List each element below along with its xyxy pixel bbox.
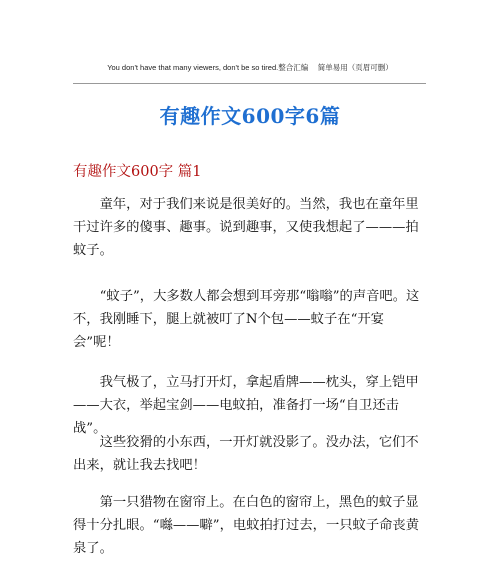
- paragraph-4: [73, 431, 429, 477]
- paragraph-5: [73, 491, 429, 560]
- paragraph-1: [73, 193, 429, 262]
- page-header: You don't have that many viewers, don't be so tired.整合汇编 简单易用（页眉可删）: [107, 63, 393, 72]
- paragraph-text: 这些狡猾的小东西，一开灯就没影了。没办法，它们不出来，就让我去找吧！: [73, 435, 419, 473]
- paragraph-text: 第一只猎物在窗帘上。在白色的窗帘上，黑色的蚊子显得十分扎眼。“噝——噼”，电蚊拍打过去，一只蚊子命丧黄泉了。: [73, 495, 420, 556]
- section-heading: 有趣作文600字 篇1: [73, 164, 202, 180]
- paragraph-text: “蚊子”，大多数人都会想到耳旁那“嗡嗡”的声音吧。这不，我刚睡下，腿上就被叮了N个包——蚊子在“开宴会”呢！: [73, 289, 420, 350]
- document-title: 有趣作文600字6篇: [159, 104, 341, 128]
- header-divider: [73, 83, 426, 84]
- paragraph-text: 我气极了，立马打开灯，拿起盾牌——枕头，穿上铠甲——大衣，举起宝剑——电蚊拍，准备打一场“自卫还击战”。: [73, 375, 419, 436]
- paragraph-2: [73, 285, 429, 354]
- paragraph-text: 童年，对于我们来说是很美好的。当然，我也在童年里干过许多的傻事、趣事。说到趣事，又使我想起了———拍蚊子。: [73, 197, 419, 258]
- paragraph-3: [73, 371, 429, 440]
